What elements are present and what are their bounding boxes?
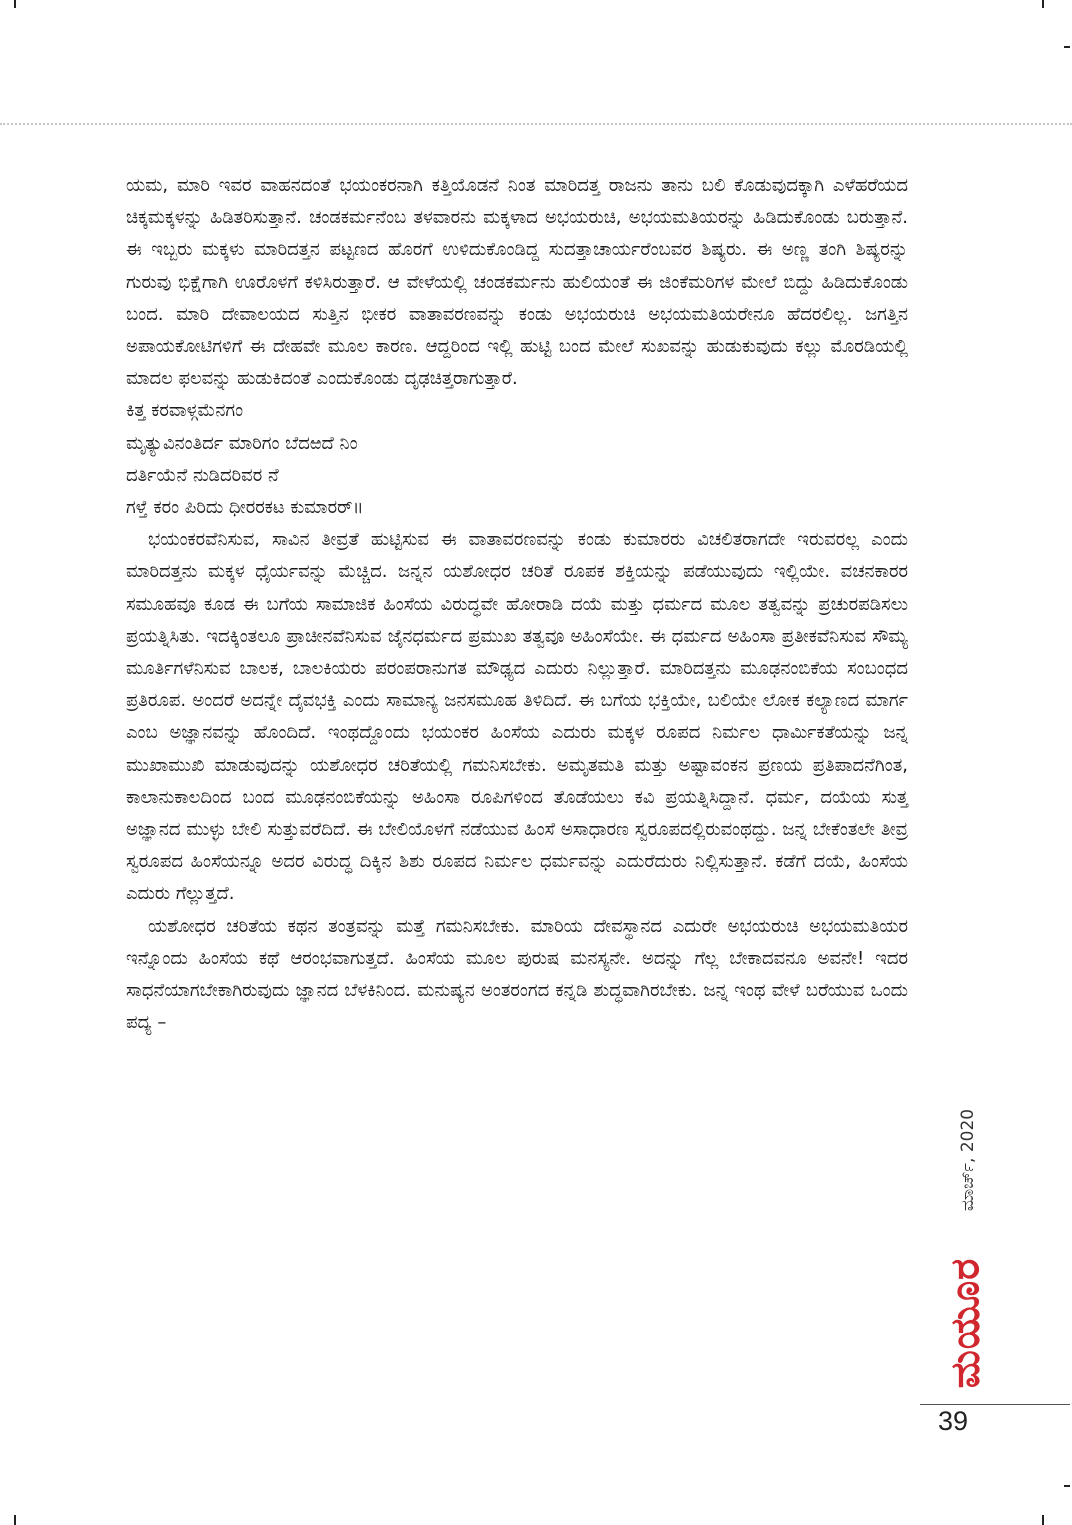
crop-mark-top-right [1042,0,1044,8]
crop-mark-bottom-right [1042,1515,1044,1525]
crop-mark-right-upper [1064,46,1070,48]
paragraph-3: ಯಶೋಧರ ಚರಿತೆಯ ಕಥನ ತಂತ್ರವನ್ನು ಮತ್ತೆ ಗಮನಿಸಬೇಕು. ಮಾರಿಯ ದೇವಸ್ಥಾನದ ಎದುರೇ ಅಭಯರುಚಿ ಅಭಯಮತಿಯರ ಇನ್ನೊಂದು ಹಿಂಸೆಯ ಕಥೆ ಆರಂಭವಾಗುತ್ತದೆ. ಹಿಂಸೆಯ ಮೂಲ ಪುರುಷ ಮನಸ್ಯನೇ. ಅದನ್ನು ಗೆಲ್ಲ ಬೇಕಾದವನೂ ಅವನೇ! ಇದರ ಸಾಧನೆಯಾಗಬೇಕಾಗಿರುವುದು ಜ್ಞಾನದ ಬೆಳಕಿನಿಂದ. ಮನುಷ್ಯನ ಅಂತರಂಗದ ಕನ್ನಡಿ ಶುದ್ಧವಾಗಿರಬೇಕು. ಜನ್ನ ಇಂಥ ವೇಳೆ ಬರೆಯುವ ಒಂದು ಪದ್ಯ – [126,915,908,1034]
poem-line-3: ದರ್ತಿಯೆನೆ ನುಡಿದರಿವರ ನೆ [126,464,279,486]
crop-mark-bottom-left [14,1515,16,1525]
poem-line-2: ಮೃತ್ಯುವಿನಂತಿರ್ದ ಮಾರಿಗಂ ಬೆದಱದೆ ನಿಂ [126,432,358,454]
magazine-logo-text: ಮಯೂರ [942,1257,988,1388]
crop-mark-right-lower [1064,1485,1070,1487]
poem-line-1: ಕಿತ್ತ ಕರವಾಳ್ಗಮೆನಗಂ [126,400,244,422]
poem-verse [126,395,908,524]
issue-date-text: ಮಾರ್ಚ್, 2020 [958,1108,979,1212]
issue-date [956,1085,980,1235]
header-dotted-rule [0,123,1072,125]
article-body [126,170,908,1039]
poem-line-4: ಗಳ್ತೆ ಕರಂ ಪಿರಿದು ಧೀರರಕಟ ಕುಮಾರರ್॥ [126,497,364,519]
crop-mark-top-left [14,0,16,8]
page-number: 39 [938,1406,969,1436]
magazine-logo [938,1240,992,1405]
page-number-rule [920,1404,1070,1405]
paragraph-1: ಯಮ, ಮಾರಿ ಇವರ ವಾಹನದಂತೆ ಭಯಂಕರನಾಗಿ ಕತ್ತಿಯೊಡನೆ ನಿಂತ ಮಾರಿದತ್ತ ರಾಜನು ತಾನು ಬಲಿ ಕೊಡುವುದಕ್ಕಾಗಿ ಎಳೆಹರೆಯದ ಚಿಕ್ಕಮಕ್ಕಳನ್ನು ಹಿಡಿತರಿಸುತ್ತಾನೆ. ಚಂಡಕರ್ಮನೆಂಬ ತಳವಾರನು ಮಕ್ಕಳಾದ ಅಭಯರುಚಿ, ಅಭಯಮತಿಯರನ್ನು ಹಿಡಿದುಕೊಂಡು ಬರುತ್ತಾನೆ. ಈ ಇಬ್ಬರು ಮಕ್ಕಳು ಮಾರಿದತ್ತನ ಪಟ್ಟಣದ ಹೊರಗೆ ಉಳಿದುಕೊಂಡಿದ್ದ ಸುದತ್ತಾಚಾರ್ಯರೆಂಬವರ ಶಿಷ್ಯರು. ಈ ಅಣ್ಣ ತಂಗಿ ಶಿಷ್ಯರನ್ನು ಗುರುವು ಭಿಕ್ಷೆಗಾಗಿ ಊರೊಳಗೆ ಕಳಿಸಿರುತ್ತಾರೆ. ಆ ವೇಳೆಯಲ್ಲಿ ಚಂಡಕರ್ಮನು ಹುಲಿಯಂತೆ ಈ ಜಿಂಕೆಮರಿಗಳ ಮೇಲೆ ಬಿದ್ದು ಹಿಡಿದುಕೊಂಡು ಬಂದ. ಮಾರಿ ದೇವಾಲಯದ ಸುತ್ತಿನ ಭೀಕರ ವಾತಾವರಣವನ್ನು ಕಂಡು ಅಭಯರುಚಿ ಅಭಯಮತಿಯರೇನೂ ಹೆದರಲಿಲ್ಲ. ಜಗತ್ತಿನ ಅಪಾಯಕೋಟಿಗಳಿಗೆ ಈ ದೇಹವೇ ಮೂಲ ಕಾರಣ. ಆದ್ದರಿಂದ ಇಲ್ಲಿ ಹುಟ್ಟಿ ಬಂದ ಮೇಲೆ ಸುಖವನ್ನು ಹುಡುಕುವುದು ಕಲ್ಲು ಮೊರಡಿಯಲ್ಲಿ ಮಾದಲ ಫಲವನ್ನು ಹುಡುಕಿದಂತೆ ಎಂದುಕೊಂಡು ದೃಢಚಿತ್ತರಾಗುತ್ತಾರೆ. [126,175,908,390]
paragraph-2: ಭಯಂಕರವೆನಿಸುವ, ಸಾವಿನ ತೀವ್ರತೆ ಹುಟ್ಟಿಸುವ ಈ ವಾತಾವರಣವನ್ನು ಕಂಡು ಕುಮಾರರು ವಿಚಲಿತರಾಗದೇ ಇರುವರಲ್ಲ ಎಂದು ಮಾರಿದತ್ತನು ಮಕ್ಕಳ ಧೈರ್ಯವನ್ನು ಮೆಚ್ಚಿದ. ಜನ್ನನ ಯಶೋಧರ ಚರಿತೆ ರೂಪಕ ಶಕ್ತಿಯನ್ನು ಪಡೆಯುವುದು ಇಲ್ಲಿಯೇ. ವಚನಕಾರರ ಸಮೂಹವೂ ಕೂಡ ಈ ಬಗೆಯ ಸಾಮಾಜಿಕ ಹಿಂಸೆಯ ವಿರುದ್ಧವೇ ಹೋರಾಡಿ ದಯೆ ಮತ್ತು ಧರ್ಮದ ಮೂಲ ತತ್ವವನ್ನು ಪ್ರಚುರಪಡಿಸಲು ಪ್ರಯತ್ನಿಸಿತು. ಇದಕ್ಕಿಂತಲೂ ಪ್ರಾಚೀನವೆನಿಸುವ ಜೈನಧರ್ಮದ ಪ್ರಮುಖ ತತ್ವವೂ ಅಹಿಂಸೆಯೇ. ಈ ಧರ್ಮದ ಅಹಿಂಸಾ ಪ್ರತೀಕವೆನಿಸುವ ಸೌಮ್ಯ ಮೂರ್ತಿಗಳೆನಿಸುವ ಬಾಲಕ, ಬಾಲಕಿಯರು ಪರಂಪರಾನುಗತ ಮೌಢ್ಯದ ಎದುರು ನಿಲ್ಲುತ್ತಾರೆ. ಮಾರಿದತ್ತನು ಮೂಢನಂಬಿಕೆಯ ಸಂಬಂಧದ ಪ್ರತಿರೂಪ. ಅಂದರೆ ಅದನ್ನೇ ದೈವಭಕ್ತಿ ಎಂದು ಸಾಮಾನ್ಯ ಜನಸಮೂಹ ತಿಳಿದಿದೆ. ಈ ಬಗೆಯ ಭಕ್ತಿಯೇ, ಬಲಿಯೇ ಲೋಕ ಕಲ್ಯಾಣದ ಮಾರ್ಗ ಎಂಬ ಅಜ್ಞಾನವನ್ನು ಹೊಂದಿದೆ. ಇಂಥದ್ದೊಂದು ಭಯಂಕರ ಹಿಂಸೆಯ ಎದುರು ಮಕ್ಕಳ ರೂಪದ ನಿರ್ಮಲ ಧಾರ್ಮಿಕತೆಯನ್ನು ಜನ್ನ ಮುಖಾಮುಖಿ ಮಾಡುವುದನ್ನು ಯಶೋಧರ ಚರಿತೆಯಲ್ಲಿ ಗಮನಿಸಬೇಕು. ಅಮೃತಮತಿ ಮತ್ತು ಅಷ್ಟಾವಂಕನ ಪ್ರಣಯ ಪ್ರತಿಪಾದನೆಗಿಂತ, ಕಾಲಾನುಕಾಲದಿಂದ ಬಂದ ಮೂಢನಂಬಿಕೆಯನ್ನು ಅಹಿಂಸಾ ರೂಪಿಗಳಿಂದ ತೊಡೆಯಲು ಕವಿ ಪ್ರಯತ್ನಿಸಿದ್ದಾನೆ. ಧರ್ಮ, ದಯೆಯ ಸುತ್ತ ಅಜ್ಞಾನದ ಮುಳ್ಳು ಬೇಲಿ ಸುತ್ತುವರೆದಿದೆ. ಈ ಬೇಲಿಯೊಳಗೆ ನಡೆಯುವ ಹಿಂಸೆ ಅಸಾಧಾರಣ ಸ್ವರೂಪದಲ್ಲಿರುವಂಥದ್ದು. ಜನ್ನ ಬೇಕೆಂತಲೇ ತೀವ್ರ ಸ್ವರೂಪದ ಹಿಂಸೆಯನ್ನೂ ಅದರ ವಿರುದ್ಧ ದಿಕ್ಕಿನ ಶಿಶು ರೂಪದ ನಿರ್ಮಲ ಧರ್ಮವನ್ನು ಎದುರೆದುರು ನಿಲ್ಲಿಸುತ್ತಾನೆ. ಕಡೆಗೆ ದಯೆ, ಹಿಂಸೆಯ ಎದುರು ಗೆಲ್ಲುತ್ತದೆ. [126,529,908,905]
